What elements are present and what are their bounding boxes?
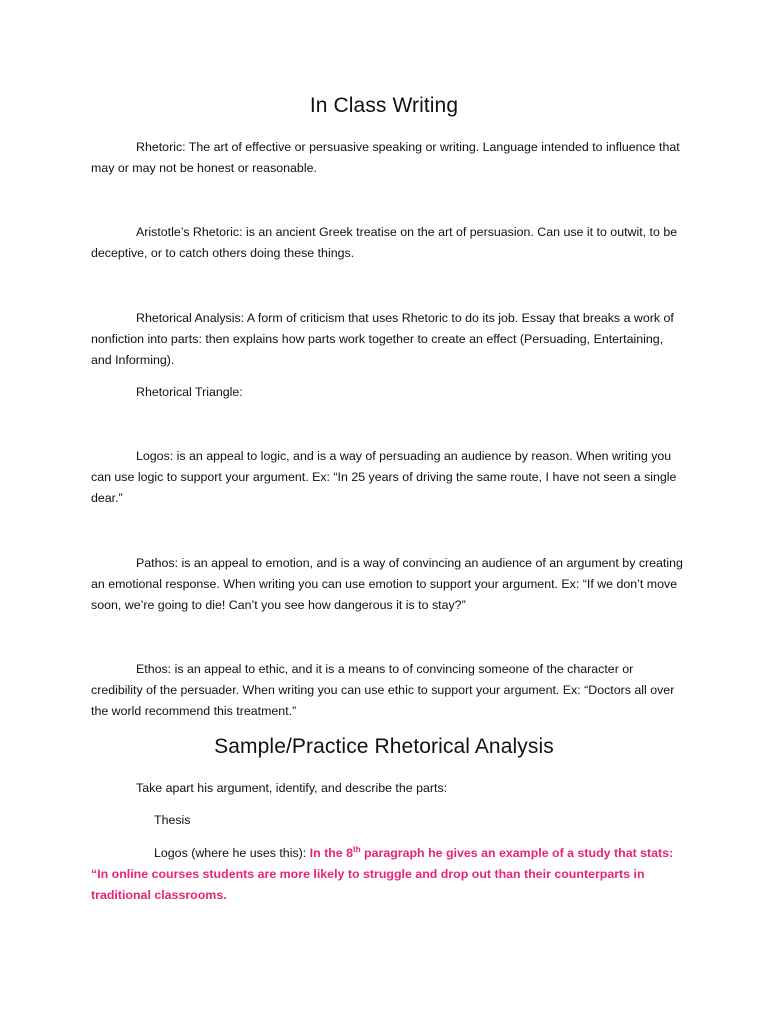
logos-answer-part2: paragraph he gives an example of a study that stats: “In online courses students are more likely to struggle and drop out than their counterparts in traditional classrooms. — [91, 846, 674, 902]
logos-answer-superscript: th — [353, 844, 361, 854]
page-title: In Class Writing — [309, 94, 459, 117]
rhetorical-triangle-heading: Rhetorical Triangle: — [136, 385, 243, 399]
aristotle-rhetoric-definition: Aristotle’s Rhetoric: is an ancient Greek treatise on the art of persuasion. Can use it to outwit, to be deceptive, or to catch others doing these things. — [91, 225, 678, 260]
logos-practice-label: Logos (where he uses this): — [154, 846, 310, 860]
logos-definition: Logos: is an appeal to logic, and is a way of persuading an audience by reason. When writing you can use logic to support your argument. Ex: “In 25 years of driving the same route, I have not seen a single dear.” — [91, 449, 677, 505]
practice-instruction: Take apart his argument, identify, and describe the parts: — [136, 781, 448, 795]
ethos-definition: Ethos: is an appeal to ethic, and it is a means to of convincing someone of the character or credibility of the persuader. When writing you can use ethic to support your argument. Ex: “Doctors all over the world recommend this treatment.” — [91, 662, 675, 718]
rhetorical-analysis-definition: Rhetorical Analysis: A form of criticism that uses Rhetoric to do its job. Essay that breaks a work of nonfiction into parts: then explains how parts work together to create an effect (Persuading, Entertaining, and Informing). — [91, 311, 674, 367]
logos-answer-part1: In the 8 — [309, 846, 354, 860]
logos-practice-answer — [91, 843, 691, 906]
pathos-definition: Pathos: is an appeal to emotion, and is a way of convincing an audience of an argument by creating an emotional response. When writing you can use emotion to support your argument. Ex: “If we don’t move soon, we’re going to die! Can’t you see how dangerous it is to stay?” — [91, 556, 683, 612]
thesis-label: Thesis — [154, 813, 191, 827]
section-title: Sample/Practice Rhetorical Analysis — [214, 735, 554, 758]
rhetoric-definition: Rhetoric: The art of effective or persuasive speaking or writing. Language intended to influence that may or may not be honest or reasonable. — [91, 140, 680, 175]
